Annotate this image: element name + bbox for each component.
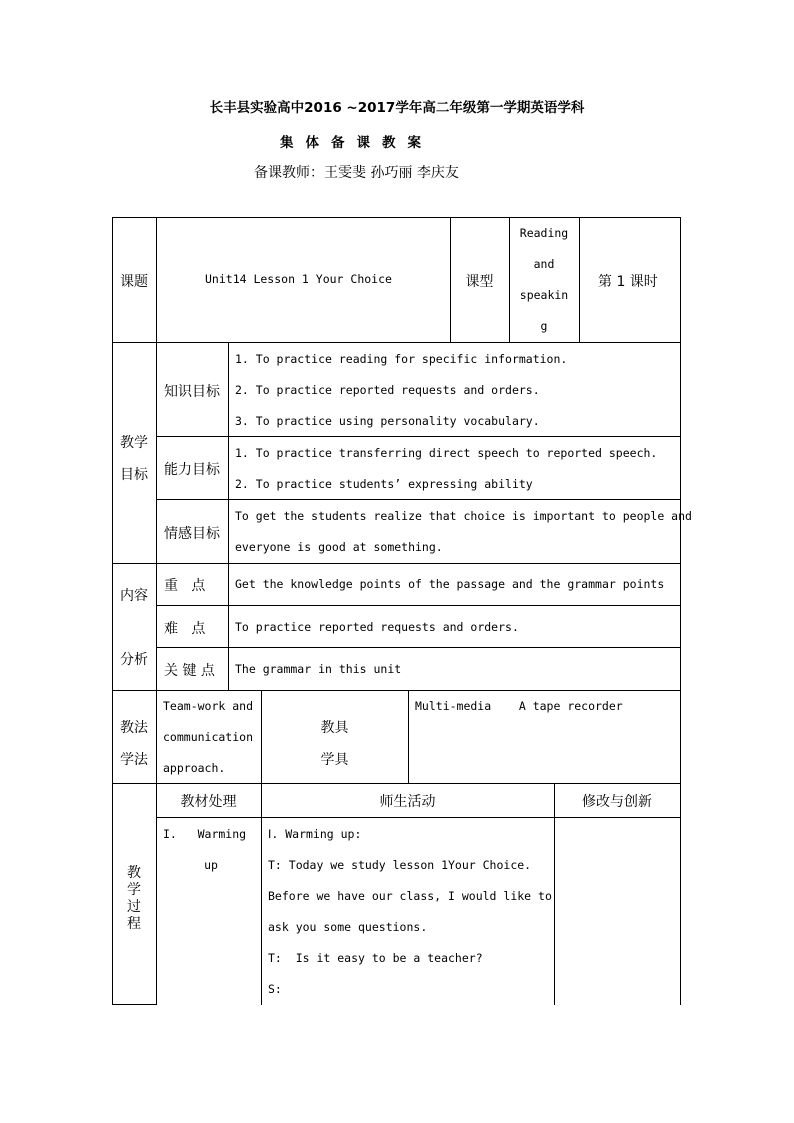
period-value: 第 1 课时 xyxy=(598,274,658,290)
knowledge-objective-label: 知识目标 xyxy=(164,384,220,400)
crucial-point-value: The grammar in this unit xyxy=(235,662,402,676)
teaching-tools-label: 教具 学具 xyxy=(320,720,349,768)
column-activity: 师生活动 xyxy=(379,794,436,810)
key-point-value: Get the knowledge points of the passage and the grammar points xyxy=(235,577,665,591)
knowledge-objectives: 1. To practice reading for specific information. 2. To practice reported requests and orders. 3. To practice using personality vocabulary. xyxy=(235,352,568,428)
objectives-label: 教学 目标 xyxy=(120,435,148,483)
ability-objectives: 1. To practice transferring direct speech to reported speech. 2. To practice students’ expressing ability xyxy=(235,446,658,491)
difficult-point-label: 难 点 xyxy=(164,621,206,637)
analysis-label-top: 内容 xyxy=(120,588,148,604)
key-point-label: 重 点 xyxy=(164,578,206,594)
analysis-label-bottom: 分析 xyxy=(120,652,148,668)
teaching-tools-value: Multi-media A tape recorder xyxy=(415,699,623,713)
topic-value: Unit14 Lesson 1 Your Choice xyxy=(205,272,392,286)
document-subtitle: 集体备课教案 xyxy=(280,135,433,151)
crucial-point-label: 关 键 点 xyxy=(164,663,215,679)
column-material: 教材处理 xyxy=(180,794,237,810)
ability-objective-label: 能力目标 xyxy=(164,462,220,478)
emotion-objectives: To get the students realize that choice is important to people and everyone is good at something. xyxy=(235,509,692,554)
column-revise: 修改与创新 xyxy=(582,794,652,810)
difficult-point-value: To practice reported requests and orders. xyxy=(235,620,519,634)
process-label: 教 学 过 程 xyxy=(127,865,141,932)
lesson-type-label: 课型 xyxy=(465,274,494,290)
process-step: I. Warming up xyxy=(163,827,247,872)
lesson-type-value: Reading and speakin g xyxy=(519,226,569,333)
process-activity: Ⅰ. Warming up: T: Today we study lesson 1Your Choice. Before we have our class, I would like to ask you some questions. T: Is it easy to be a teacher? S: xyxy=(268,827,552,996)
teaching-method: Team-work and communication approach. xyxy=(163,699,254,775)
teachers-line: 备课教师：王雯斐 孙巧丽 李庆友 xyxy=(254,165,459,181)
document-title: 长丰县实验高中2016 ~2017学年高二年级第一学期英语学科 xyxy=(209,100,585,116)
topic-label: 课题 xyxy=(120,274,148,290)
emotion-objective-label: 情感目标 xyxy=(164,526,220,542)
methods-label: 教法 学法 xyxy=(120,720,148,768)
